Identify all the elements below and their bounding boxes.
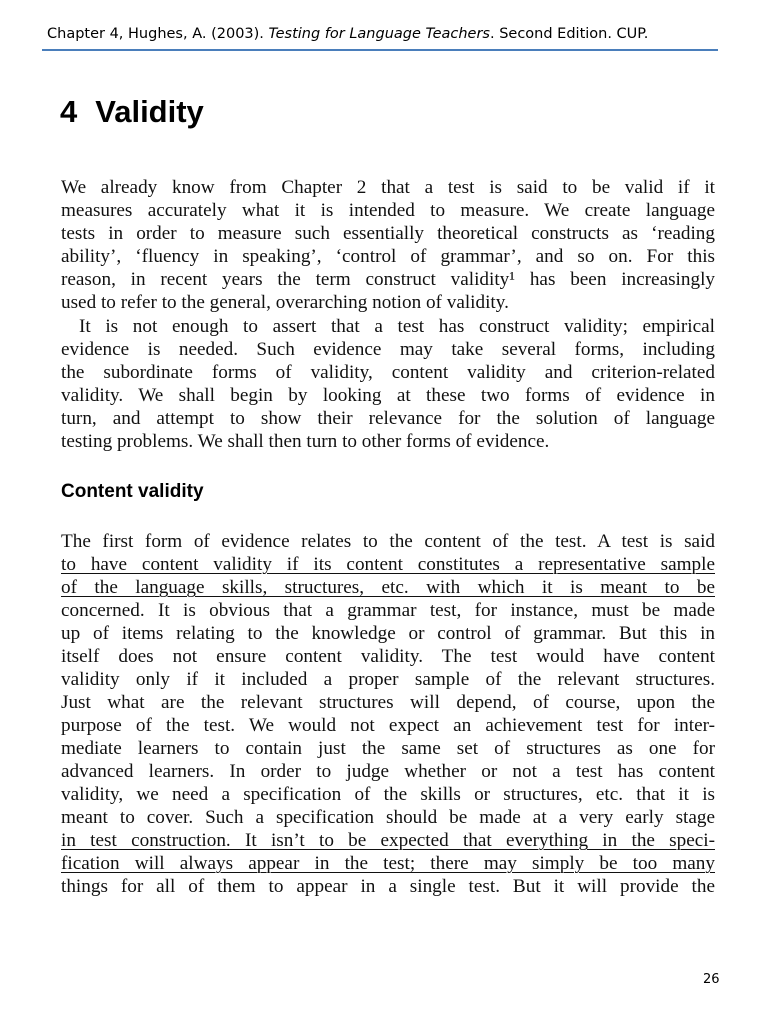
text-line: used to refer to the general, overarching notion of validity. xyxy=(61,292,509,313)
page-number: 26 xyxy=(703,972,720,987)
text-line: Just what are the relevant structures will depend, of course, upon the xyxy=(61,692,715,713)
text-line-underlined: of the language skills, structures, etc. with which it is meant to be xyxy=(61,577,715,598)
paragraph-evidence xyxy=(61,315,715,453)
text-line: It is not enough to assert that a test has construct validity; empirical xyxy=(79,316,715,337)
text-line: validity, we need a specification of the skills or structures, etc. that it is xyxy=(61,784,715,805)
text-line: things for all of them to appear in a single test. But it will provide the xyxy=(61,876,715,897)
paragraph-intro xyxy=(61,176,715,314)
section-heading: Content validity xyxy=(61,481,204,502)
text-line: ability’, ‘fluency in speaking’, ‘control of grammar’, and so on. For this xyxy=(61,246,715,267)
citation-header xyxy=(47,26,648,42)
chapter-title: Validity xyxy=(95,94,204,129)
book-title: Testing for Language Teachers xyxy=(268,26,490,42)
text-line: We already know from Chapter 2 that a test is said to be valid if it xyxy=(61,177,715,198)
text-line: mediate learners to contain just the same set of structures as one for xyxy=(61,738,715,759)
text-line: concerned. It is obvious that a grammar test, for instance, must be made xyxy=(61,600,715,621)
text-line: testing problems. We shall then turn to other forms of evidence. xyxy=(61,431,550,452)
text-line: up of items relating to the knowledge or control of grammar. But this in xyxy=(61,623,715,644)
text-line: turn, and attempt to show their relevance for the solution of language xyxy=(61,408,715,429)
text-line: the subordinate forms of validity, content validity and criterion-related xyxy=(61,362,715,383)
chapter-number: 4 xyxy=(60,94,78,129)
text-line: advanced learners. In order to judge whether or not a test has content xyxy=(61,761,715,782)
text-line: validity. We shall begin by looking at these two forms of evidence in xyxy=(61,385,715,406)
text-line-underlined: to have content validity if its content constitutes a representative sample xyxy=(61,554,715,575)
header-divider xyxy=(42,49,718,51)
text-line: purpose of the test. We would not expect an achievement test for inter- xyxy=(61,715,715,736)
citation-suffix: . Second Edition. CUP. xyxy=(489,26,649,42)
text-line: tests in order to measure such essentially theoretical constructs as ‘reading xyxy=(61,223,715,244)
text-line-underlined: in test construction. It isn’t to be expected that everything in the speci- xyxy=(61,830,715,851)
text-line: measures accurately what it is intended to measure. We create language xyxy=(61,200,715,221)
paragraph-content-validity xyxy=(61,530,715,898)
text-line: evidence is needed. Such evidence may take several forms, including xyxy=(61,339,715,360)
text-line: itself does not ensure content validity. The test would have content xyxy=(61,646,715,667)
text-line-underlined: fication will always appear in the test; there may simply be too many xyxy=(61,853,715,874)
chapter-heading xyxy=(60,94,204,130)
text-line: The first form of evidence relates to the content of the test. A test is said xyxy=(61,531,715,552)
citation-prefix: Chapter 4, Hughes, A. (2003). xyxy=(47,26,269,42)
text-line: validity only if it included a proper sample of the relevant structures. xyxy=(61,669,715,690)
text-line: reason, in recent years the term construct validity¹ has been increasingly xyxy=(61,269,715,290)
text-line: meant to cover. Such a specification should be made at a very early stage xyxy=(61,807,715,828)
